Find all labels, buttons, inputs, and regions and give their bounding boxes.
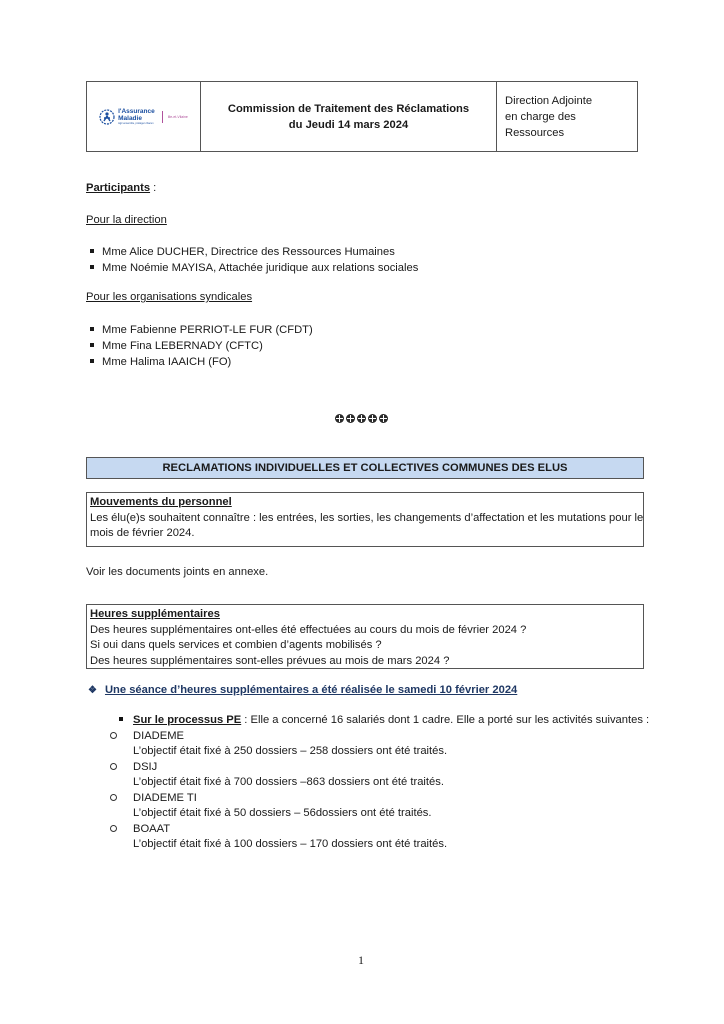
- logo-sub: Ille-et-Vilaine: [167, 114, 188, 119]
- assurance-maladie-logo: [99, 108, 188, 126]
- activity-detail: L’objectif était fixé à 100 dossiers – 170 dossiers ont été traités.: [133, 838, 448, 850]
- participant-name: Mme Alice DUCHER, Directrice des Ressources Humaines: [102, 246, 395, 258]
- seance-details: [110, 713, 650, 853]
- circle-bullet-icon: [110, 732, 117, 739]
- participant-name: Mme Fabienne PERRIOT-LE FUR (CFDT): [102, 324, 313, 336]
- process-label: Sur le processus PE: [133, 714, 242, 726]
- mouvements-title: Mouvements du personnel: [90, 496, 232, 508]
- seance-title: Une séance d’heures supplémentaires a été réalisée le samedi 10 février 2024: [104, 684, 518, 696]
- activity-name: DIADEME TI: [133, 791, 197, 804]
- seance-heading: [88, 684, 517, 696]
- header-dept-cell: [497, 82, 637, 151]
- heures-line: Des heures supplémentaires sont-elles prévues au mois de mars 2024 ?: [90, 654, 450, 667]
- mouvements-answer: Voir les documents joints en annexe.: [86, 566, 269, 578]
- square-bullet-icon: [90, 359, 94, 363]
- mouvements-line1: Les élu(e)s souhaitent connaître : les entrées, les sorties, les changements d’affectation et les mutations pour le: [90, 511, 644, 524]
- heures-line: Si oui dans quels services et combien d’agents mobilisés ?: [90, 639, 382, 651]
- list-item: [90, 260, 418, 276]
- heures-title: Heures supplémentaires: [90, 608, 220, 620]
- heures-line: Des heures supplémentaires ont-elles été effectuées au cours du mois de février 2024 ?: [90, 623, 527, 636]
- participant-name: Mme Halima IAAICH (FO): [102, 356, 232, 368]
- cross-ornament-icon: [335, 414, 344, 423]
- logo-divider: [162, 111, 163, 123]
- participant-name: Mme Fina LEBERNADY (CFTC): [102, 340, 263, 352]
- document-header-table: [86, 81, 638, 152]
- heures-box: [86, 604, 644, 669]
- diamond-bullet-icon: ❖: [88, 685, 97, 696]
- logo-brand-line2: Maladie: [118, 114, 142, 122]
- list-item: [90, 338, 263, 354]
- cross-ornament-icon: [357, 414, 366, 423]
- square-bullet-icon: [90, 327, 94, 331]
- cross-ornament-icon: [368, 414, 377, 423]
- list-item: [90, 354, 231, 370]
- activity-detail: L’objectif était fixé à 250 dossiers – 258 dossiers ont été traités.: [133, 745, 448, 757]
- section-header: RECLAMATIONS INDIVIDUELLES ET COLLECTIVES COMMUNES DES ELUS: [86, 457, 644, 479]
- logo-brand-line1: l'Assurance: [118, 107, 155, 115]
- list-item: [90, 322, 313, 338]
- header-dept-line1: Direction Adjointe: [505, 94, 593, 107]
- activity-detail: L’objectif était fixé à 700 dossiers –863 dossiers ont été traités.: [133, 776, 444, 788]
- direction-heading: Pour la direction: [86, 214, 167, 226]
- logo-figure-icon: [99, 109, 115, 125]
- activity-name: DIADEME: [133, 729, 184, 742]
- participant-name: Mme Noémie MAYISA, Attachée juridique aux relations sociales: [102, 262, 419, 274]
- activity-item: [110, 729, 650, 745]
- logo-cell: [87, 82, 201, 151]
- cross-ornament-icon: [346, 414, 355, 423]
- page-number: 1: [358, 953, 364, 967]
- header-dept-line2: en charge des Ressources: [505, 110, 576, 139]
- mouvements-box: [86, 492, 644, 547]
- circle-bullet-icon: [110, 794, 117, 801]
- activity-item: [110, 791, 650, 807]
- unions-heading: Pour les organisations syndicales: [86, 291, 253, 303]
- participants-heading: [86, 182, 156, 194]
- activity-detail: L’objectif était fixé à 50 dossiers – 56dossiers ont été traités.: [133, 807, 432, 819]
- participants-heading-text: Participants: [86, 182, 151, 194]
- list-item: [90, 244, 395, 260]
- square-bullet-icon: [90, 265, 94, 269]
- square-bullet-icon: [90, 343, 94, 347]
- process-text: : Elle a concerné 16 salariés dont 1 cadre. Elle a porté sur les activités suivantes :: [241, 714, 650, 726]
- activity-name: BOAAT: [133, 822, 171, 835]
- mouvements-line2: mois de février 2024.: [90, 527, 195, 539]
- section-separator: [335, 414, 388, 423]
- activity-item: [110, 760, 650, 776]
- header-title-line1: Commission de Traitement des Réclamations: [227, 102, 470, 115]
- participants-heading-colon: :: [150, 182, 157, 194]
- process-row: [110, 713, 650, 729]
- circle-bullet-icon: [110, 763, 117, 770]
- cross-ornament-icon: [379, 414, 388, 423]
- logo-tagline: Agir ensemble, protéger chacun: [118, 121, 154, 125]
- header-title-line2: du Jeudi 14 mars 2024: [288, 118, 409, 131]
- activity-item: [110, 822, 650, 838]
- circle-bullet-icon: [110, 825, 117, 832]
- square-bullet-icon: [90, 249, 94, 253]
- activity-name: DSIJ: [133, 760, 158, 773]
- square-bullet-icon: [119, 717, 123, 721]
- header-title-cell: [201, 82, 497, 151]
